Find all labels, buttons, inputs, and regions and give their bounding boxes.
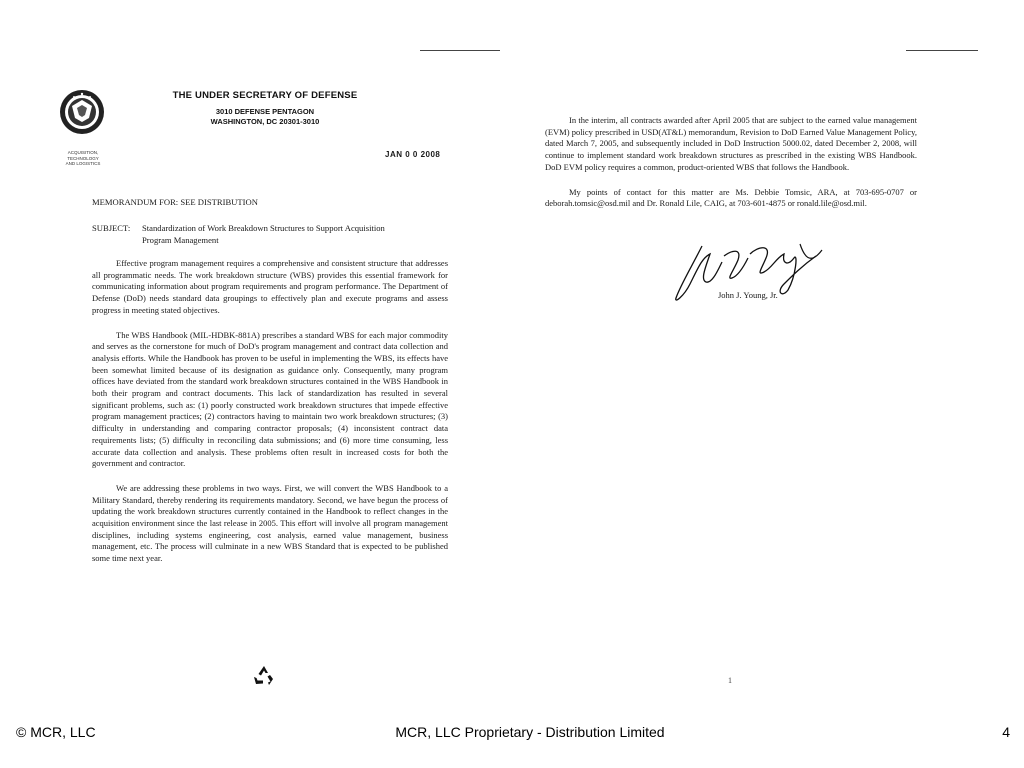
office-title: THE UNDER SECRETARY OF DEFENSE: [172, 90, 358, 101]
memo-addressee: MEMORANDUM FOR: SEE DISTRIBUTION: [92, 197, 258, 207]
scan-rule-left: [420, 50, 500, 51]
subject-line-2: Program Management: [142, 235, 219, 245]
scan-page-number: 1: [728, 676, 732, 685]
recycle-icon: [252, 664, 276, 688]
footer-proprietary-notice: MCR, LLC Proprietary - Distribution Limited: [395, 724, 665, 740]
subject-line-1: Standardization of Work Breakdown Structures to Support Acquisition: [142, 223, 385, 233]
memo-subject: [92, 222, 452, 246]
signer-name: John J. Young, Jr.: [718, 290, 778, 300]
dod-seal-icon: [58, 84, 106, 146]
scan-rule-right: [906, 50, 978, 51]
address-line-2: WASHINGTON, DC 20301-3010: [210, 117, 320, 126]
memo-body-left-column: [92, 258, 448, 578]
seal-caption: ACQUISITION, TECHNOLOGY AND LOGISTICS: [65, 150, 101, 166]
subject-label: SUBJECT:: [92, 223, 131, 233]
footer-slide-number: 4: [1002, 724, 1010, 740]
body-paragraph: Effective program management requires a comprehensive and consistent structure that addresses all programmatic needs. The work breakdown structure (WBS) provides this essential framework for communicating information about program requirements and program performance. The Department of Defense (DoD) needs standard data groupings to effectively plan and execute programs and assess progress in meeting stated objectives.: [92, 258, 448, 315]
footer-copyright: © MCR, LLC: [16, 724, 96, 740]
memo-body-right-column: [545, 115, 917, 223]
address-line-1: 3010 DEFENSE PENTAGON: [215, 107, 315, 116]
body-paragraph: In the interim, all contracts awarded after April 2005 that are subject to the earned value management (EVM) policy prescribed in USD(AT&L) memorandum, Revision to DoD Earned Value Management Policy, dated March 7, 2005, and subsequently included in DoD Instruction 5000.02, dated December 2, 2008, will continue to implement standard work breakdown structures as prescribed in the existing WBS Handbook. DoD EVM policy requires a common, product-oriented WBS that follows the Handbook.: [545, 115, 917, 172]
memo-date-stamp: JAN 0 0 2008: [385, 150, 441, 159]
body-paragraph: My points of contact for this matter are Ms. Debbie Tomsic, ARA, at 703-695-0707 or deborah.tomsic@osd.mil and Dr. Ronald Lile, CAIG, at 703-601-4875 or ronald.lile@osd.mil.: [545, 186, 917, 209]
body-paragraph: We are addressing these problems in two ways. First, we will convert the WBS Handbook to a Military Standard, thereby rendering its requirements mandatory. Second, we have begun the process of updating the work breakdown structures currently contained in the Handbook to reflect changes in the acquisition environment since the last release in 2005. This effort will involve all program management disciplines, including systems engineering, cost analysis, earned value management, business management, etc. The process will culminate in a new WBS Standard that is expected to be published some time next year.: [92, 482, 448, 564]
letterhead: [140, 90, 390, 126]
body-paragraph: The WBS Handbook (MIL-HDBK-881A) prescribes a standard WBS for each major commodity and serves as the cornerstone for much of DoD's program management and contract data collection and analysis efforts. While the Handbook has proven to be useful in implementing the WBS, its effects have been somewhat limited because of its designation as guidance only. Consequently, many program offices have deviated from the standard work breakdown structures contained in the WBS Handbook in both their program and contract documents. This lack of standardization has resulted in several significant problems, such as: (1) poorly constructed work breakdown structures that impede effective program management practices; (2) contractors having to maintain two work breakdown structures; (3) difficulty in understanding and comparing contractor proposals; (4) inconsistent contract data requirements lists; (5) difficulty in reconciling data submissions; and (6) more time consuming, less accurate data collection and analysis. These problems often result in increased costs for both the government and contractor.: [92, 329, 448, 469]
